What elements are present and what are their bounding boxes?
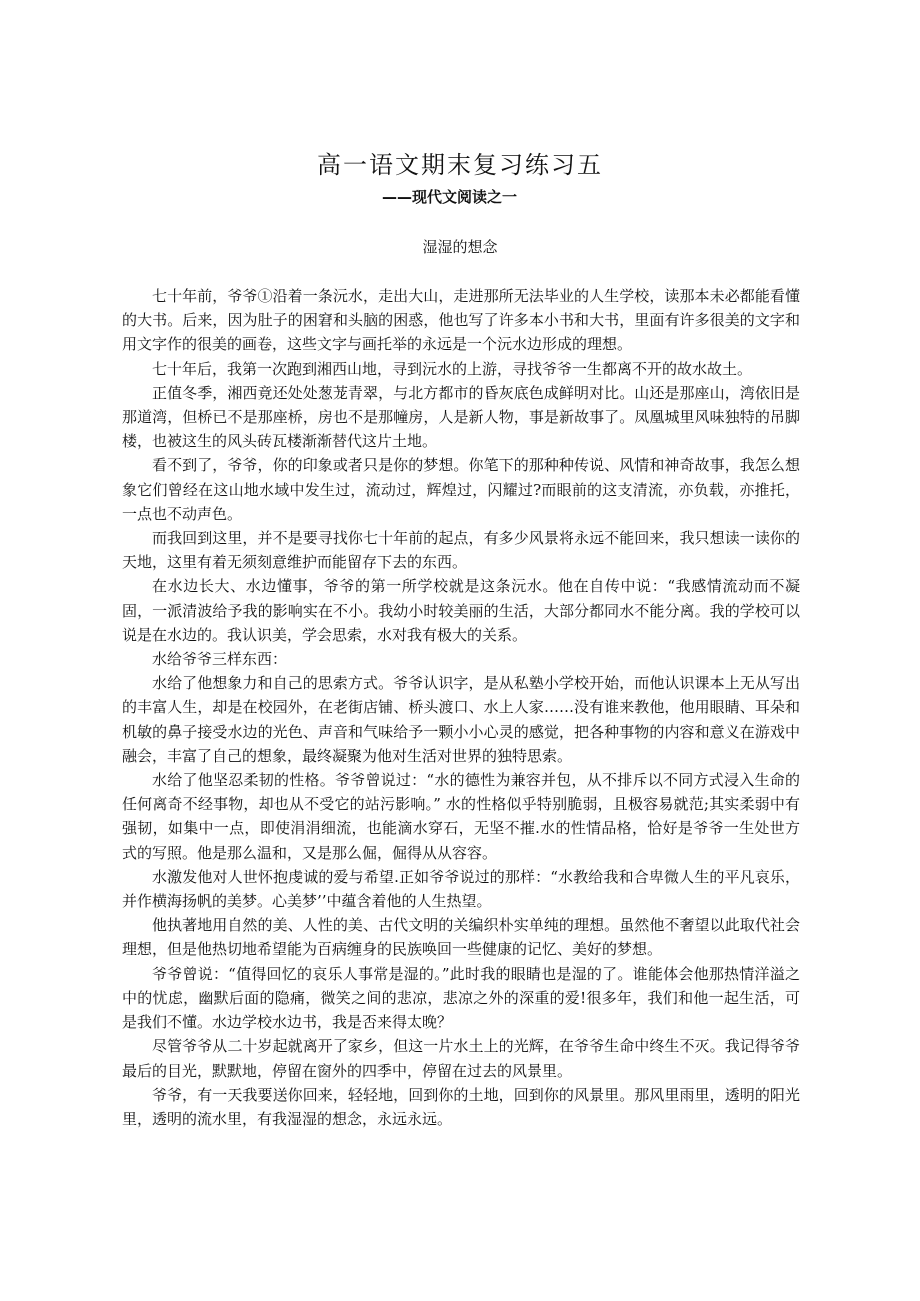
paragraph: 爷爷，有一天我要送你回来，轻轻地，回到你的土地，回到你的风景里。那风里雨里，透明的阳光里，透明的流水里，有我湿湿的想念，永远永远。: [122, 1085, 800, 1128]
paragraph: 尽管爷爷从二十岁起就离开了家乡，但这一片水土上的光辉，在爷爷生命中终生不灭。我记得爷爷最后的目光，默默地，停留在窗外的四季中，停留在过去的风景里。: [122, 1037, 800, 1080]
paragraph: 而我回到这里，并不是要寻找你七十年前的起点，有多少风景将永远不能回来，我只想读一读你的天地，这里有着无须刻意维护而能留存下去的东西。: [122, 529, 800, 572]
essay-title: 湿湿的想念: [422, 238, 498, 256]
paragraph: 七十年前，爷爷①沿着一条沅水，走出大山，走进那所无法毕业的人生学校，读那本未必都能看懂的大书。后来，因为肚子的困窘和头脑的困惑，他也写了许多本小书和大书，里面有许多很美的文字和用文字作的很美的画卷，这些文字与画托举的永远是一个沅水边形成的理想。: [122, 287, 800, 354]
paragraph: 水给了他想象力和自己的思索方式。爷爷认识字，是从私塾小学校开始，而他认识课本上无从写出的丰富人生，却是在校园外，在老街店铺、桥头渡口、水上人家……没有谁来教他，他用眼睛、耳朵和机敏的鼻子接受水边的光色、声音和气味给予一颗小小心灵的感觉，把各种事物的内容和意义在游戏中融会，丰富了自己的想象，最终凝聚为他对生活对世界的独特思索。: [122, 674, 800, 765]
paragraph: 他执著地用自然的美、人性的美、古代文明的关编织朴实单纯的理想。虽然他不奢望以此取代社会理想，但是他热切地希望能为百病缠身的民族唤回一些健康的记忆、美好的梦想。: [122, 916, 800, 959]
document-subtitle: ——现代文阅读之一: [382, 188, 518, 206]
document-title: 高一语文期末复习练习五: [317, 151, 603, 179]
paragraph: 看不到了，爷爷，你的印象或者只是你的梦想。你笔下的那种种传说、风情和神奇故事，我怎么想象它们曾经在这山地水域中发生过，流动过，辉煌过，闪耀过?而眼前的这支清流，亦负载，亦推托，一点也不动声色。: [122, 456, 800, 523]
paragraph: 水给爷爷三样东西：: [152, 650, 288, 669]
paragraph: 水激发他对人世怀抱虔诚的爱与希望.正如爷爷说过的那样：“水教给我和合卑微人生的平凡哀乐，并作横海扬帆的美梦。心美梦’’中蕴含着他的人生热望。: [122, 867, 800, 911]
paragraph: 爷爷曾说：“值得回忆的哀乐人事常是湿的。”此时我的眼睛也是湿的了。谁能体会他那热情洋溢之中的忧虑，幽默后面的隐痛，微笑之间的悲凉，悲凉之外的深重的爱!很多年，我们和他一起生活，可是我们不懂。水边学校水边书，我是否来得太晚？: [122, 964, 800, 1032]
paragraph: 正值冬季，湘西竟还处处葱茏青翠，与北方都市的昏灰底色成鲜明对比。山还是那座山，湾依旧是那道湾，但桥已不是那座桥，房也不是那幢房，人是新人物，事是新故事了。凤凰城里风味独特的吊脚楼，也被这生的风头砖瓦楼渐渐替代这片土地。: [122, 383, 800, 451]
paragraph: 水给了他坚忍柔韧的性格。爷爷曾说过：“水的德性为兼容并包，从不排斥以不同方式浸入生命的任何离奇不经事物，却也从不受它的站污影响。” 水的性格似乎特别脆弱，且极容易就范;其实柔弱中有强韧，如集中一点，即使涓涓细流，也能滴水穿石，无坚不摧.水的性情品格，恰好是爷爷一生处世方式的写照。他是那么温和，又是那么倔，倔得从从容容。: [122, 771, 800, 862]
paragraph: 在水边长大、水边懂事，爷爷的第一所学校就是这条沅水。他在自传中说：“我感情流动而不凝固，一派清波给予我的影响实在不小。我幼小时较美丽的生活，大部分都同水不能分离。我的学校可以说是在水边的。我认识美，学会思索，水对我有极大的关系。: [122, 577, 800, 644]
essay-body: [122, 284, 800, 1131]
paragraph: 七十年后，我第一次跑到湘西山地，寻到沅水的上游，寻找爷爷一生都离不开的故水故土。: [152, 359, 753, 378]
